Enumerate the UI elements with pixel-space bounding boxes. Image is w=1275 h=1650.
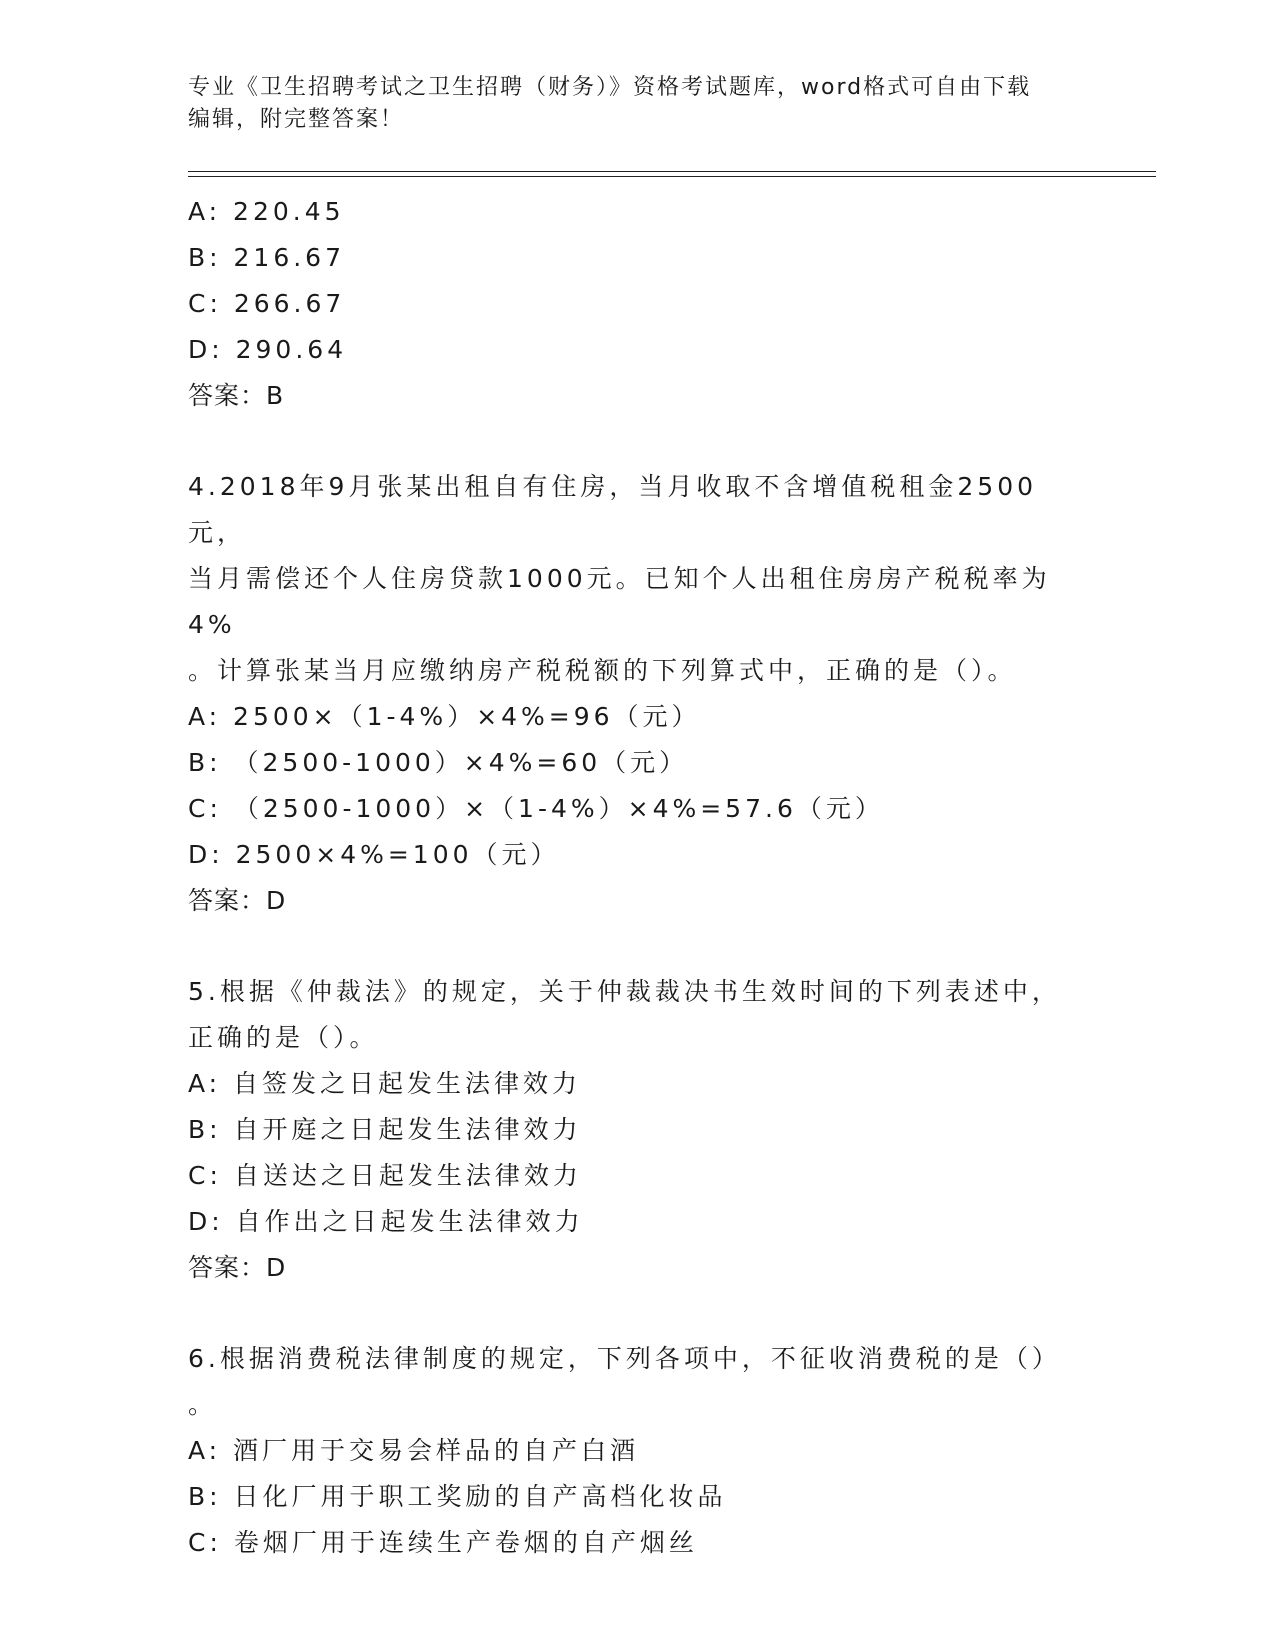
answer: 答案：D	[188, 1253, 287, 1282]
option-c: C: （2500-1000）×（1-4%）×4%=57.6（元）	[188, 794, 884, 823]
option-b: B: （2500-1000）×4%=60（元）	[188, 748, 689, 777]
option-a: A: 自签发之日起发生法律效力	[188, 1069, 582, 1098]
question-stem-line: 4.2018年9月张某出租自有住房，当月收取不含增值税租金2500元，	[188, 472, 1038, 547]
option-b: B: 自开庭之日起发生法律效力	[188, 1115, 582, 1144]
question-6	[188, 1336, 1088, 1566]
question-stem	[188, 969, 1088, 1061]
answer: 答案：B	[188, 381, 285, 410]
option-d: D: 自作出之日起发生法律效力	[188, 1207, 584, 1236]
document-header	[188, 72, 1088, 136]
question-stem	[188, 1336, 1088, 1428]
option-d: D: 2500×4%=100（元）	[188, 840, 560, 869]
question-stem-line: 5.根据《仲裁法》的规定，关于仲裁裁决书生效时间的下列表述中，	[188, 977, 1061, 1006]
question-4	[188, 464, 1088, 924]
header-line-2: 编辑，附完整答案！	[188, 107, 405, 132]
header-rule-top	[188, 171, 1156, 172]
answer: 答案：D	[188, 886, 287, 915]
question-stem-line: 。计算张某当月应缴纳房产税税额的下列算式中，正确的是（）。	[188, 656, 1017, 685]
option-b: B: 216.67	[188, 243, 345, 272]
question-stem-line: 当月需偿还个人住房贷款1000元。已知个人出租住房房产税税率为4%	[188, 564, 1051, 639]
option-a: A: 2500×（1-4%）×4%=96（元）	[188, 702, 701, 731]
option-a: A: 酒厂用于交易会样品的自产白酒	[188, 1436, 640, 1465]
question-list	[188, 189, 1088, 1566]
option-c: C: 自送达之日起发生法律效力	[188, 1161, 582, 1190]
question-5	[188, 969, 1088, 1291]
question-stem-line: 。	[188, 1390, 218, 1419]
question-stem	[188, 464, 1088, 694]
option-c: C: 卷烟厂用于连续生产卷烟的自产烟丝	[188, 1528, 698, 1557]
question-stem-line: 正确的是（）。	[188, 1023, 379, 1052]
header-line-1: 专业《卫生招聘考试之卫生招聘（财务）》资格考试题库，word格式可自由下载	[188, 75, 1032, 100]
option-c: C: 266.67	[188, 289, 346, 318]
question-3	[188, 189, 1088, 419]
option-d: D: 290.64	[188, 335, 348, 364]
option-b: B: 日化厂用于职工奖励的自产高档化妆品	[188, 1482, 727, 1511]
header-rule-bottom	[188, 176, 1156, 177]
option-a: A: 220.45	[188, 197, 345, 226]
question-stem-line: 6.根据消费税法律制度的规定，下列各项中，不征收消费税的是（）	[188, 1344, 1061, 1373]
